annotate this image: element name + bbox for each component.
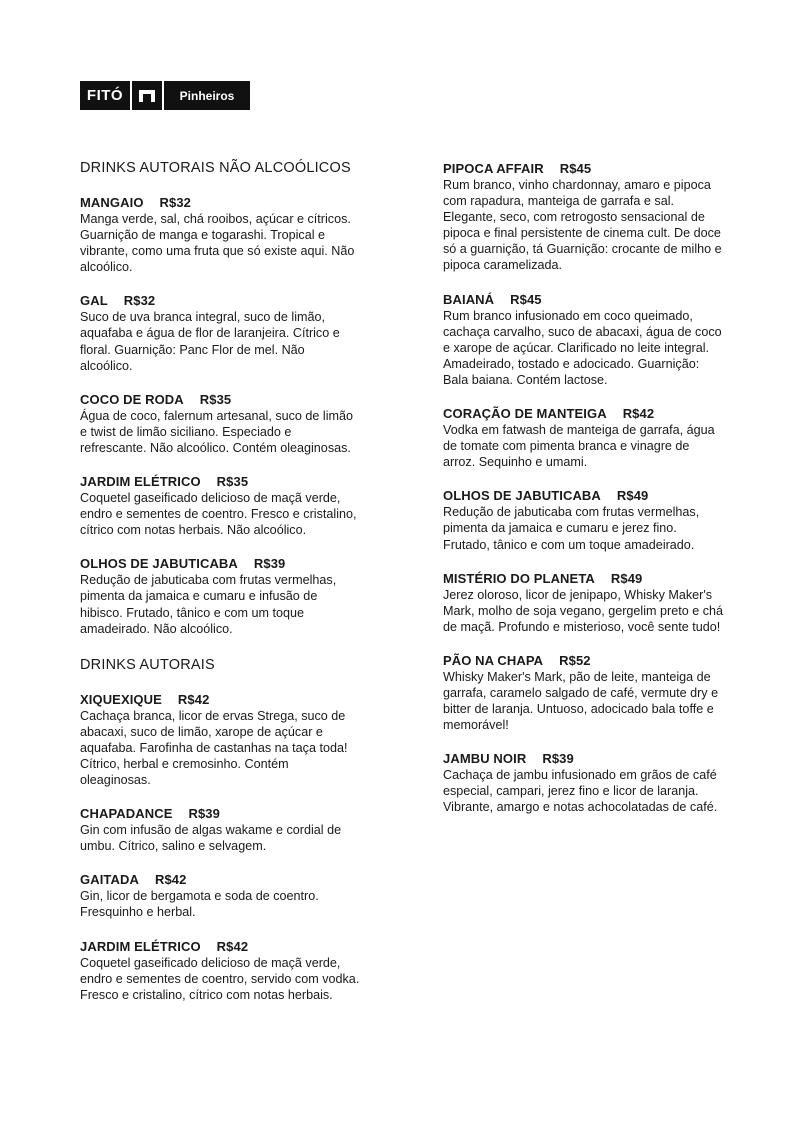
menu-item: [443, 291, 723, 388]
item-description: Coquetel gaseificado delicioso de maçã verde, endro e sementes de coentro, servido com vodka. Fresco e cristalino, cítrico com notas herbais.: [80, 955, 360, 1002]
item-name: OLHOS DE JABUTICABA: [80, 556, 238, 572]
item-description: Whisky Maker's Mark, pão de leite, manteiga de garrafa, caramelo salgado de café, vermute dry e bitter de laranja. Untuoso, adocicado bala toffe e memorável!: [443, 669, 719, 733]
item-price: R$39: [253, 556, 286, 572]
item-price: R$49: [610, 570, 643, 586]
item-name: PÃO NA CHAPA: [443, 652, 544, 668]
item-price: R$42: [216, 938, 249, 954]
item-price: R$39: [542, 751, 574, 767]
item-description: Cachaça de jambu infusionado em grãos de café especial, campari, jerez fino e licor de laranja. Vibrante, amargo e notas achocolatadas de café.: [443, 768, 718, 815]
item-price: R$52: [559, 652, 591, 668]
item-description: Água de coco, falernum artesanal, suco de limão e twist de limão siciliano. Especiado e refrescante. Não alcoólico. Contém oleaginosas.: [80, 408, 354, 455]
brand-logo: [80, 81, 250, 110]
item-name: MISTÉRIO DO PLANETA: [443, 570, 595, 586]
item-price: R$35: [199, 391, 232, 407]
item-price: R$32: [159, 195, 192, 210]
item-price: R$42: [622, 406, 655, 422]
item-description: Rum branco, vinho chardonnay, amaro e pipoca com rapadura, manteiga de garrafa e sal. Elegante, seco, com retrogosto sensacional de pipoca e final persistente de cinema cult. De doce só a guarnição, tá Guarnição: crocante de milho e pipoca caramelizada.: [443, 178, 722, 273]
item-name: PIPOCA AFFAIR: [443, 161, 544, 176]
item-name: MANGAIO: [80, 195, 144, 210]
item-description: Jerez oloroso, licor de jenipapo, Whisky Maker's Mark, molho de soja vegano, gergelim preto e chá de maçã. Profundo e misterioso, você sente tudo!: [443, 587, 724, 634]
section-title: DRINKS AUTORAIS: [80, 656, 215, 673]
item-description: Vodka em fatwash de manteiga de garrafa, água de tomate com pimenta branca e vinagre de arroz. Sequinho e umami.: [443, 423, 715, 470]
right-column: [443, 160, 723, 833]
item-description: Redução de jabuticaba com frutas vermelhas, pimenta da jamaica e cumaru e jerez fino. Frutado, tânico e com um toque amadeirado.: [443, 505, 700, 552]
item-description: Coquetel gaseificado delicioso de maçã verde, endro e sementes de coentro. Fresco e cristalino, cítrico com notas herbais. Não alcoólico.: [80, 491, 357, 538]
item-description: Redução de jabuticaba com frutas vermelhas, pimenta da jamaica e cumaru e infusão de hibisco. Frutado, tânico e com um toque amadeirado. Não alcoólico.: [80, 573, 337, 636]
menu-item: [443, 487, 723, 552]
item-description: Gin com infusão de algas wakame e cordial de umbu. Cítrico, salino e selvagem.: [80, 823, 342, 854]
item-name: GAITADA: [80, 872, 139, 888]
section-title: DRINKS AUTORAIS NÃO ALCOÓLICOS: [80, 160, 351, 176]
item-name: JARDIM ELÉTRICO: [80, 938, 201, 954]
item-name: OLHOS DE JABUTICABA: [443, 488, 601, 504]
menu-item: [443, 405, 723, 470]
brand-name: FITÓ: [80, 81, 130, 110]
item-description: Rum branco infusionado em coco queimado, cachaça carvalho, suco de abacaxi, água de coco e xarope de açúcar. Clarificado no leite integral. Amadeirado, tostado e adocicado. Guarnição: Bala baiana. Contém lactose.: [443, 308, 722, 387]
item-description: Manga verde, sal, chá rooibos, açúcar e cítricos. Guarnição de manga e togarashi. Tropical e vibrante, como uma fruta que só existe aqui. Não alcoólico.: [80, 212, 355, 275]
item-description: Gin, licor de bergamota e soda de coentro. Fresquinho e herbal.: [80, 889, 319, 920]
menu-item: [80, 391, 360, 456]
menu-item: [80, 194, 360, 275]
item-description: Suco de uva branca integral, suco de limão, aquafaba e água de flor de laranjeira. Cítrico e floral. Guarnição: Panc Flor de mel. Não alcoólico.: [80, 310, 340, 373]
brand-location: Pinheiros: [164, 81, 250, 110]
menu-section: [80, 657, 360, 1003]
left-column: [80, 160, 360, 1020]
item-name: CORAÇÃO DE MANTEIGA: [443, 406, 607, 422]
menu-item: [80, 871, 360, 920]
menu-item: [443, 570, 723, 635]
menu-item: [80, 292, 360, 373]
menu-item: [443, 160, 723, 274]
item-name: BAIANÁ: [443, 291, 495, 307]
item-name: JARDIM ELÉTRICO: [80, 474, 201, 490]
item-price: R$45: [559, 161, 592, 176]
menu-section: [80, 160, 360, 637]
item-price: R$42: [177, 691, 210, 707]
item-price: R$42: [154, 872, 187, 888]
item-price: R$35: [216, 474, 249, 490]
item-name: XIQUEXIQUE: [80, 691, 162, 707]
menu-item: [80, 805, 360, 854]
menu-item: [80, 938, 360, 1003]
item-price: R$45: [510, 291, 542, 307]
item-name: COCO DE RODA: [80, 391, 184, 407]
item-name: JAMBU NOIR: [443, 751, 527, 767]
menu-item: [80, 691, 360, 788]
item-price: R$32: [123, 293, 156, 309]
item-name: CHAPADANCE: [80, 806, 173, 822]
item-name: GAL: [80, 293, 108, 309]
logo-mark-icon: [132, 81, 162, 110]
item-description: Cachaça branca, licor de ervas Strega, suco de abacaxi, suco de limão, xarope de açúcar e aquafaba. Farofinha de castanhas na taça toda! Cítrico, herbal e cremosinho. Contém oleaginosas.: [80, 708, 348, 788]
menu-item: [80, 473, 360, 538]
menu-item: [80, 555, 360, 636]
item-price: R$49: [616, 488, 649, 504]
menu-item: [443, 750, 723, 815]
menu-item: [443, 652, 723, 733]
item-price: R$39: [188, 806, 220, 822]
